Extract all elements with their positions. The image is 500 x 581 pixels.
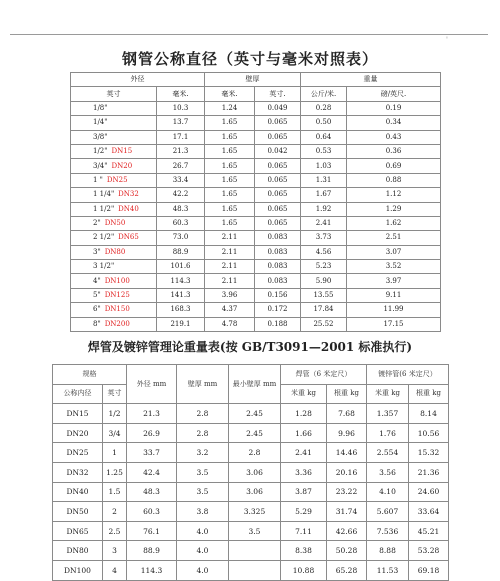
inch-size: 4" bbox=[93, 276, 101, 285]
cell-dn: DN25 bbox=[53, 443, 103, 463]
cell-min bbox=[229, 560, 281, 580]
size-cell bbox=[71, 317, 157, 331]
cell-wall-mm: 1.65 bbox=[205, 130, 255, 144]
size-cell bbox=[71, 216, 157, 230]
cell-wall-in: 0.188 bbox=[255, 317, 301, 331]
weight-table bbox=[52, 364, 449, 581]
cell-inch: 1.25 bbox=[103, 462, 127, 482]
cell-g-pc: 53.28 bbox=[409, 541, 449, 561]
cell-dn: DN15 bbox=[53, 404, 103, 424]
cell-lb-ft: 1.12 bbox=[347, 188, 441, 202]
cell-wall-in: 0.083 bbox=[255, 231, 301, 245]
table-row bbox=[53, 541, 449, 561]
inch-size: 1/4" bbox=[93, 118, 108, 127]
dn-label: DN20 bbox=[111, 161, 133, 170]
cell-wall: 3.2 bbox=[177, 443, 229, 463]
subheader-cell: 英寸 bbox=[71, 87, 157, 101]
cell-wall-mm: 3.96 bbox=[205, 288, 255, 302]
cell-od: 42.4 bbox=[127, 462, 177, 482]
subheader-cell: 磅/英尺. bbox=[347, 87, 441, 101]
cell-lb-ft: 1.29 bbox=[347, 202, 441, 216]
cell-dn: DN40 bbox=[53, 482, 103, 502]
cell-g-m: 7.536 bbox=[367, 521, 409, 541]
cell-kg-m: 1.92 bbox=[301, 202, 347, 216]
cell-kg-m: 1.31 bbox=[301, 173, 347, 187]
header-wall-thickness: 壁厚 mm bbox=[177, 365, 229, 404]
cell-w-pc: 7.68 bbox=[327, 404, 367, 424]
table-row bbox=[71, 188, 441, 202]
size-cell bbox=[71, 231, 157, 245]
dn-label: DN32 bbox=[118, 190, 139, 199]
inch-size: 8" bbox=[93, 319, 101, 328]
table-row bbox=[53, 443, 449, 463]
cell-g-m: 1.357 bbox=[367, 404, 409, 424]
cell-kg-m: 5.23 bbox=[301, 260, 347, 274]
subheader-cell: 英寸. bbox=[255, 87, 301, 101]
cell-w-m: 2.41 bbox=[281, 443, 327, 463]
cell-wall-in: 0.042 bbox=[255, 144, 301, 158]
cell-g-m: 1.76 bbox=[367, 423, 409, 443]
cell-dn: DN32 bbox=[53, 462, 103, 482]
inch-size: 2" bbox=[93, 219, 101, 228]
cell-kg-m: 25.52 bbox=[301, 317, 347, 331]
header-galv-per-piece: 根重 kg bbox=[409, 384, 449, 404]
inch-size: 3" bbox=[93, 247, 101, 256]
cell-wall-mm: 2.11 bbox=[205, 245, 255, 259]
dn-label: DN15 bbox=[111, 147, 133, 156]
cell-inch: 3/4 bbox=[103, 423, 127, 443]
table-row bbox=[71, 216, 441, 230]
cell-wall-in: 0.065 bbox=[255, 130, 301, 144]
cell-w-pc: 23.22 bbox=[327, 482, 367, 502]
cell-dn: DN20 bbox=[53, 423, 103, 443]
cell-mm: 13.7 bbox=[157, 116, 205, 130]
cell-w-m: 1.28 bbox=[281, 404, 327, 424]
cell-w-m: 7.11 bbox=[281, 521, 327, 541]
table-row bbox=[71, 159, 441, 173]
cell-wall: 2.8 bbox=[177, 423, 229, 443]
cell-w-pc: 14.46 bbox=[327, 443, 367, 463]
cell-wall-mm: 1.65 bbox=[205, 216, 255, 230]
cell-dn: DN100 bbox=[53, 560, 103, 580]
cell-lb-ft: 9.11 bbox=[347, 288, 441, 302]
cell-wall: 4.0 bbox=[177, 521, 229, 541]
table-row bbox=[53, 521, 449, 541]
cell-lb-ft: 0.36 bbox=[347, 144, 441, 158]
cell-wall-mm: 4.78 bbox=[205, 317, 255, 331]
cell-wall-mm: 1.65 bbox=[205, 116, 255, 130]
cell-wall-in: 0.065 bbox=[255, 173, 301, 187]
cell-wall-in: 0.065 bbox=[255, 202, 301, 216]
cell-min: 3.325 bbox=[229, 502, 281, 522]
cell-wall-mm: 1.65 bbox=[205, 188, 255, 202]
header-outer-diameter: 外径 mm bbox=[127, 365, 177, 404]
cell-mm: 168.3 bbox=[157, 303, 205, 317]
header-galv-per-meter: 米重 kg bbox=[367, 384, 409, 404]
dn-label: DN50 bbox=[104, 219, 126, 228]
dn-label: DN65 bbox=[118, 233, 139, 242]
cell-w-pc: 65.28 bbox=[327, 560, 367, 580]
table-row bbox=[53, 502, 449, 522]
cell-kg-m: 4.56 bbox=[301, 245, 347, 259]
cell-kg-m: 17.84 bbox=[301, 303, 347, 317]
cell-lb-ft: 3.07 bbox=[347, 245, 441, 259]
cell-mm: 48.3 bbox=[157, 202, 205, 216]
cell-wall-in: 0.065 bbox=[255, 188, 301, 202]
size-cell bbox=[71, 274, 157, 288]
cell-g-pc: 24.60 bbox=[409, 482, 449, 502]
inch-size: 6" bbox=[93, 305, 101, 314]
table-row bbox=[53, 482, 449, 502]
header-welded-per-meter: 米重 kg bbox=[281, 384, 327, 404]
table-row bbox=[53, 462, 449, 482]
table-header-row bbox=[53, 365, 449, 385]
cell-g-pc: 45.21 bbox=[409, 521, 449, 541]
cell-kg-m: 2.41 bbox=[301, 216, 347, 230]
cell-min: 2.8 bbox=[229, 443, 281, 463]
cell-wall-mm: 1.65 bbox=[205, 173, 255, 187]
table-row bbox=[71, 101, 441, 115]
size-cell bbox=[71, 303, 157, 317]
cell-lb-ft: 2.51 bbox=[347, 231, 441, 245]
header-inch: 英寸 bbox=[103, 384, 127, 404]
cell-w-pc: 42.66 bbox=[327, 521, 367, 541]
cell-mm: 88.9 bbox=[157, 245, 205, 259]
inch-size: 1 " bbox=[93, 175, 103, 184]
cell-min: 3.06 bbox=[229, 482, 281, 502]
inch-size: 3/8" bbox=[93, 132, 108, 141]
cell-wall: 3.5 bbox=[177, 462, 229, 482]
cell-min bbox=[229, 541, 281, 561]
inch-size: 1/8" bbox=[93, 103, 108, 112]
header-spec: 规格 bbox=[53, 365, 127, 385]
cell-lb-ft: 1.62 bbox=[347, 216, 441, 230]
cell-od: 48.3 bbox=[127, 482, 177, 502]
cell-wall-in: 0.083 bbox=[255, 260, 301, 274]
cell-dn: DN80 bbox=[53, 541, 103, 561]
cell-wall-mm: 1.65 bbox=[205, 202, 255, 216]
cell-kg-m: 0.28 bbox=[301, 101, 347, 115]
cell-inch: 3 bbox=[103, 541, 127, 561]
cell-wall-mm: 2.11 bbox=[205, 274, 255, 288]
subheader-cell: 毫米. bbox=[205, 87, 255, 101]
corner-mark: ' bbox=[446, 36, 448, 44]
cell-od: 21.3 bbox=[127, 404, 177, 424]
dn-label: DN25 bbox=[106, 175, 128, 184]
cell-lb-ft: 0.19 bbox=[347, 101, 441, 115]
table-row bbox=[53, 404, 449, 424]
cell-wall: 4.0 bbox=[177, 560, 229, 580]
cell-kg-m: 5.90 bbox=[301, 274, 347, 288]
dn-label: DN100 bbox=[104, 276, 130, 285]
table-row bbox=[71, 231, 441, 245]
cell-g-m: 2.554 bbox=[367, 443, 409, 463]
table-row bbox=[71, 245, 441, 259]
cell-g-pc: 8.14 bbox=[409, 404, 449, 424]
cell-kg-m: 3.73 bbox=[301, 231, 347, 245]
cell-wall-mm: 4.37 bbox=[205, 303, 255, 317]
cell-inch: 4 bbox=[103, 560, 127, 580]
header-welded-pipe: 焊管（6 米定尺） bbox=[281, 365, 367, 385]
dn-label: DN200 bbox=[104, 319, 130, 328]
table-header-row bbox=[71, 73, 441, 87]
cell-kg-m: 0.64 bbox=[301, 130, 347, 144]
cell-w-m: 3.36 bbox=[281, 462, 327, 482]
cell-g-pc: 15.32 bbox=[409, 443, 449, 463]
cell-lb-ft: 3.52 bbox=[347, 260, 441, 274]
cell-wall-in: 0.049 bbox=[255, 101, 301, 115]
cell-wall: 4.0 bbox=[177, 541, 229, 561]
cell-wall-in: 0.083 bbox=[255, 245, 301, 259]
size-cell bbox=[71, 202, 157, 216]
cell-wall-in: 0.156 bbox=[255, 288, 301, 302]
size-cell bbox=[71, 130, 157, 144]
cell-mm: 42.2 bbox=[157, 188, 205, 202]
inch-size: 3/4" bbox=[93, 161, 108, 170]
cell-min: 2.45 bbox=[229, 404, 281, 424]
cell-kg-m: 1.67 bbox=[301, 188, 347, 202]
inch-size: 1/2" bbox=[93, 147, 108, 156]
inch-size: 3 1/2" bbox=[93, 262, 115, 271]
cell-min: 3.06 bbox=[229, 462, 281, 482]
table2-title: 焊管及镀锌管理论重量表(按 GB/T3091—2001 标准执行) bbox=[87, 340, 413, 354]
cell-mm: 10.3 bbox=[157, 101, 205, 115]
cell-od: 60.3 bbox=[127, 502, 177, 522]
cell-w-pc: 20.16 bbox=[327, 462, 367, 482]
header-welded-per-piece: 根重 kg bbox=[327, 384, 367, 404]
cell-inch: 1.5 bbox=[103, 482, 127, 502]
size-cell bbox=[71, 245, 157, 259]
header-wall-thickness: 壁厚 bbox=[205, 73, 301, 87]
cell-wall: 3.5 bbox=[177, 482, 229, 502]
cell-od: 33.7 bbox=[127, 443, 177, 463]
size-cell bbox=[71, 116, 157, 130]
table-subheader-row bbox=[71, 87, 441, 101]
cell-lb-ft: 0.88 bbox=[347, 173, 441, 187]
cell-kg-m: 1.03 bbox=[301, 159, 347, 173]
table-row bbox=[71, 130, 441, 144]
cell-wall-mm: 1.24 bbox=[205, 101, 255, 115]
table1-title: 钢管公称直径（英寸与毫米对照表） bbox=[121, 50, 378, 68]
inch-size: 1 1/4" bbox=[93, 190, 115, 199]
cell-mm: 26.7 bbox=[157, 159, 205, 173]
cell-g-m: 11.53 bbox=[367, 560, 409, 580]
cell-lb-ft: 0.69 bbox=[347, 159, 441, 173]
table-row bbox=[53, 560, 449, 580]
header-min-wall: 最小壁厚 mm bbox=[229, 365, 281, 404]
cell-g-pc: 10.56 bbox=[409, 423, 449, 443]
header-nominal-diameter: 公称内径 bbox=[53, 384, 103, 404]
table-row bbox=[53, 423, 449, 443]
size-cell bbox=[71, 288, 157, 302]
table-row bbox=[71, 288, 441, 302]
cell-wall: 2.8 bbox=[177, 404, 229, 424]
cell-g-pc: 21.36 bbox=[409, 462, 449, 482]
cell-wall-in: 0.065 bbox=[255, 216, 301, 230]
cell-inch: 2 bbox=[103, 502, 127, 522]
cell-g-m: 5.607 bbox=[367, 502, 409, 522]
cell-min: 2.45 bbox=[229, 423, 281, 443]
table-row bbox=[71, 303, 441, 317]
cell-g-pc: 69.18 bbox=[409, 560, 449, 580]
cell-od: 26.9 bbox=[127, 423, 177, 443]
size-cell bbox=[71, 101, 157, 115]
inch-size: 2 1/2" bbox=[93, 233, 115, 242]
size-cell bbox=[71, 188, 157, 202]
cell-mm: 101.6 bbox=[157, 260, 205, 274]
cell-wall-in: 0.065 bbox=[255, 159, 301, 173]
cell-od: 114.3 bbox=[127, 560, 177, 580]
cell-w-m: 3.87 bbox=[281, 482, 327, 502]
cell-g-m: 8.88 bbox=[367, 541, 409, 561]
size-cell bbox=[71, 159, 157, 173]
table-row bbox=[71, 317, 441, 331]
inch-size: 5" bbox=[93, 291, 101, 300]
table-row bbox=[71, 274, 441, 288]
header-outer-diameter: 外径 bbox=[71, 73, 205, 87]
cell-w-m: 5.29 bbox=[281, 502, 327, 522]
cell-mm: 73.0 bbox=[157, 231, 205, 245]
cell-kg-m: 0.53 bbox=[301, 144, 347, 158]
cell-mm: 141.3 bbox=[157, 288, 205, 302]
cell-dn: DN65 bbox=[53, 521, 103, 541]
cell-lb-ft: 3.97 bbox=[347, 274, 441, 288]
cell-kg-m: 13.55 bbox=[301, 288, 347, 302]
cell-lb-ft: 0.43 bbox=[347, 130, 441, 144]
cell-wall-mm: 2.11 bbox=[205, 231, 255, 245]
cell-mm: 219.1 bbox=[157, 317, 205, 331]
cell-w-m: 1.66 bbox=[281, 423, 327, 443]
size-cell bbox=[71, 144, 157, 158]
cell-mm: 17.1 bbox=[157, 130, 205, 144]
cell-inch: 2.5 bbox=[103, 521, 127, 541]
cell-wall-in: 0.172 bbox=[255, 303, 301, 317]
cell-wall-in: 0.083 bbox=[255, 274, 301, 288]
top-rule bbox=[10, 34, 488, 35]
table-row bbox=[71, 116, 441, 130]
cell-mm: 21.3 bbox=[157, 144, 205, 158]
cell-mm: 60.3 bbox=[157, 216, 205, 230]
cell-w-pc: 9.96 bbox=[327, 423, 367, 443]
cell-lb-ft: 0.34 bbox=[347, 116, 441, 130]
dn-label: DN80 bbox=[104, 247, 126, 256]
table-row bbox=[71, 260, 441, 274]
cell-inch: 1/2 bbox=[103, 404, 127, 424]
cell-w-pc: 50.28 bbox=[327, 541, 367, 561]
cell-wall-mm: 1.65 bbox=[205, 159, 255, 173]
size-cell bbox=[71, 260, 157, 274]
cell-g-m: 3.56 bbox=[367, 462, 409, 482]
cell-w-pc: 31.74 bbox=[327, 502, 367, 522]
cell-wall: 3.8 bbox=[177, 502, 229, 522]
cell-dn: DN50 bbox=[53, 502, 103, 522]
cell-g-m: 4.10 bbox=[367, 482, 409, 502]
cell-lb-ft: 11.99 bbox=[347, 303, 441, 317]
header-weight: 重量 bbox=[301, 73, 441, 87]
cell-w-m: 8.38 bbox=[281, 541, 327, 561]
cell-od: 88.9 bbox=[127, 541, 177, 561]
cell-mm: 114.3 bbox=[157, 274, 205, 288]
subheader-cell: 公斤/米. bbox=[301, 87, 347, 101]
cell-kg-m: 0.50 bbox=[301, 116, 347, 130]
header-galvanized-pipe: 镀锌管(6 米定尺） bbox=[367, 365, 449, 385]
inch-size: 1 1/2" bbox=[93, 204, 115, 213]
cell-wall-mm: 1.65 bbox=[205, 144, 255, 158]
cell-min: 3.5 bbox=[229, 521, 281, 541]
table-row bbox=[71, 202, 441, 216]
pipe-size-table bbox=[70, 72, 441, 332]
subheader-cell: 毫米. bbox=[157, 87, 205, 101]
table-row bbox=[71, 173, 441, 187]
cell-wall-in: 0.065 bbox=[255, 116, 301, 130]
cell-od: 76.1 bbox=[127, 521, 177, 541]
cell-lb-ft: 17.15 bbox=[347, 317, 441, 331]
cell-g-pc: 33.64 bbox=[409, 502, 449, 522]
size-cell bbox=[71, 173, 157, 187]
cell-w-m: 10.88 bbox=[281, 560, 327, 580]
dn-label: DN40 bbox=[118, 204, 139, 213]
cell-inch: 1 bbox=[103, 443, 127, 463]
dn-label: DN150 bbox=[104, 305, 130, 314]
cell-mm: 33.4 bbox=[157, 173, 205, 187]
cell-wall-mm: 2.11 bbox=[205, 260, 255, 274]
table-row bbox=[71, 144, 441, 158]
dn-label: DN125 bbox=[104, 291, 130, 300]
